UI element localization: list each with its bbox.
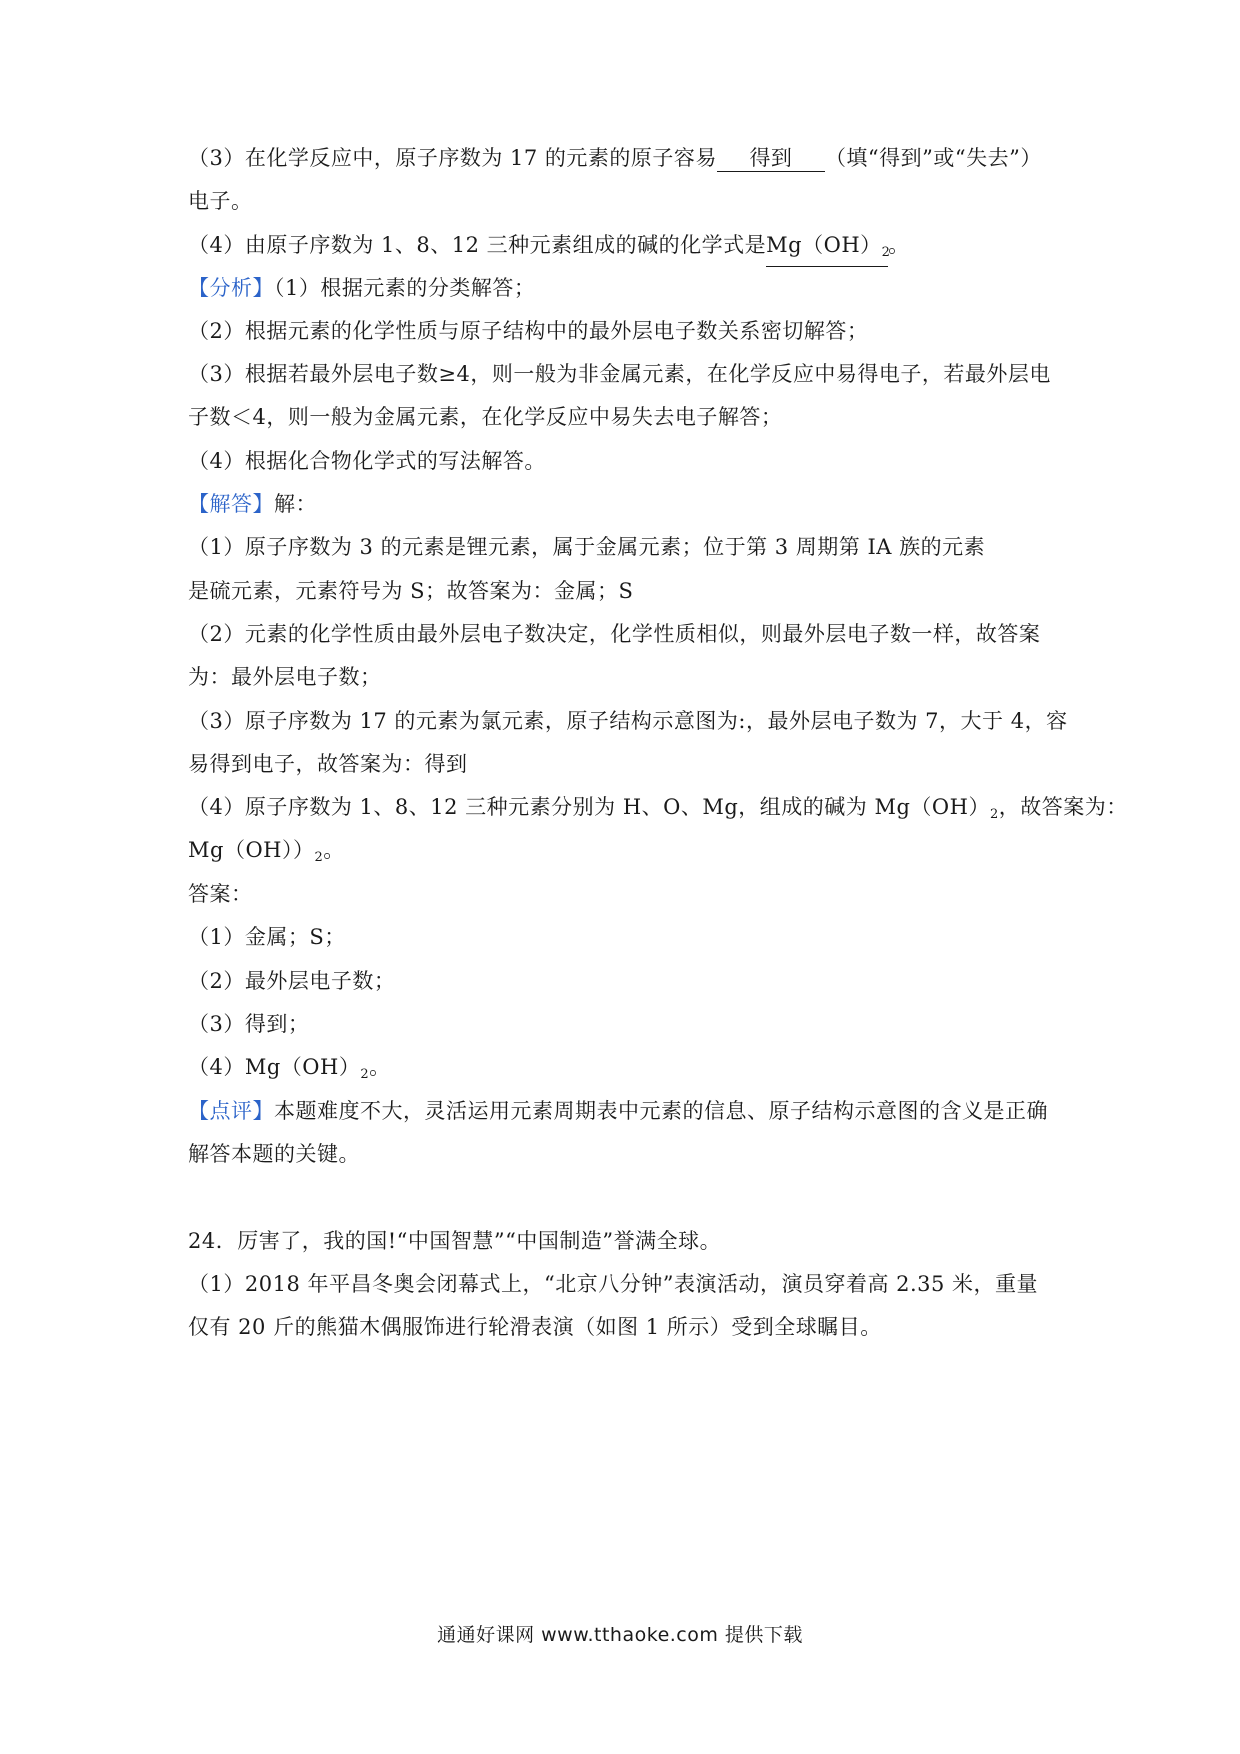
solution-line-1: （1）原子序数为 3 的元素是锂元素，属于金属元素；位于第 3 周期第 IA 族的元素 (188, 535, 986, 559)
q3-prefix: （3）在化学反应中，原子序数为 17 的元素的原子容易 (188, 146, 717, 170)
solution-line-2: 是硫元素，元素符号为 S；故答案为：金属；S (188, 579, 634, 603)
solution-line-5: （3）原子序数为 17 的元素为氯元素，原子结构示意图为:，最外层电子数为 7，大于 4，容 (188, 709, 1068, 733)
analysis-line-4: 子数＜4，则一般为金属元素，在化学反应中易失去电子解答； (188, 405, 783, 429)
answers-title: 答案： (188, 882, 253, 906)
answer-3: （3）得到； (188, 1012, 310, 1036)
question-24-line-1: （1）2018 年平昌冬奥会闭幕式上，“北京八分钟”表演活动，演员穿着高 2.35 米，重量 (188, 1272, 1039, 1296)
question-24-title: 24．厉害了，我的国!“中国智慧”“中国制造”誉满全球。 (188, 1229, 722, 1253)
comment-text-1: 本题难度不大，灵活运用元素周期表中元素的信息、原子结构示意图的含义是正确 (274, 1099, 1048, 1123)
solution-line-4: 为：最外层电子数； (188, 665, 382, 689)
question-24-line-2: 仅有 20 斤的熊猫木偶服饰进行轮滑表演（如图 1 所示）受到全球瞩目。 (188, 1315, 882, 1339)
solution-line-7 (188, 792, 1128, 830)
q3-suffix: （填“得到”或“失去”） (824, 146, 1042, 170)
q4-line (188, 230, 1068, 267)
solution-heading (188, 489, 1068, 519)
solution-tag: 【解答】 (188, 492, 274, 516)
analysis-tag: 【分析】 (188, 276, 274, 300)
solution-line-8 (188, 835, 1068, 873)
q3-answer-blank: 得到 (717, 145, 825, 172)
answer-1: （1）金属；S； (188, 925, 346, 949)
solution-line-7-prefix: （4）原子序数为 1、8、12 三种元素分别为 H、O、Mg，组成的碱为 Mg（OH） (188, 795, 990, 819)
q4-answer-blank (766, 232, 891, 267)
comment-line-1 (188, 1096, 1068, 1126)
solution-line-6: 易得到电子，故答案为：得到 (188, 752, 468, 776)
analysis-line-3: （3）根据若最外层电子数≥4，则一般为非金属元素，在化学反应中易得电子，若最外层电 (188, 362, 1051, 386)
answer-4-prefix: （4）Mg（OH） (188, 1055, 361, 1079)
analysis-text-1: （1）根据元素的分类解答； (274, 276, 536, 300)
solution-line-7-subscript: 2 (989, 807, 999, 822)
q4-answer: Mg（OH） (766, 233, 882, 257)
analysis-line-1 (188, 273, 1068, 303)
answer-4-suffix: 。 (369, 1055, 391, 1079)
q4-suffix: 。 (888, 233, 910, 257)
comment-tag: 【点评】 (188, 1099, 274, 1123)
q4-answer-subscript: 2 (881, 245, 891, 260)
analysis-line-2: （2）根据元素的化学性质与原子结构中的最外层电子数关系密切解答； (188, 319, 869, 343)
answer-4-subscript: 2 (360, 1067, 370, 1082)
q4-prefix: （4）由原子序数为 1、8、12 三种元素组成的碱的化学式是 (188, 233, 767, 257)
solution-line-8-suffix: 。 (323, 838, 345, 862)
q3-continuation: 电子。 (188, 189, 253, 213)
comment-line-2: 解答本题的关键。 (188, 1142, 360, 1166)
analysis-line-5: （4）根据化合物化学式的写法解答。 (188, 449, 546, 473)
q3-line (188, 143, 1068, 173)
solution-line-8-subscript: 2 (314, 850, 324, 865)
solution-intro: 解： (274, 492, 317, 516)
solution-line-3: （2）元素的化学性质由最外层电子数决定，化学性质相似，则最外层电子数一样，故答案 (188, 622, 1041, 646)
page-footer: 通通好课网 www.tthaoke.com 提供下载 (437, 1624, 803, 1646)
solution-line-8-prefix: Mg（OH）） (188, 838, 315, 862)
answer-2: （2）最外层电子数； (188, 969, 396, 993)
answer-4 (188, 1052, 1068, 1090)
solution-line-7-suffix: ，故答案为： (998, 795, 1128, 819)
